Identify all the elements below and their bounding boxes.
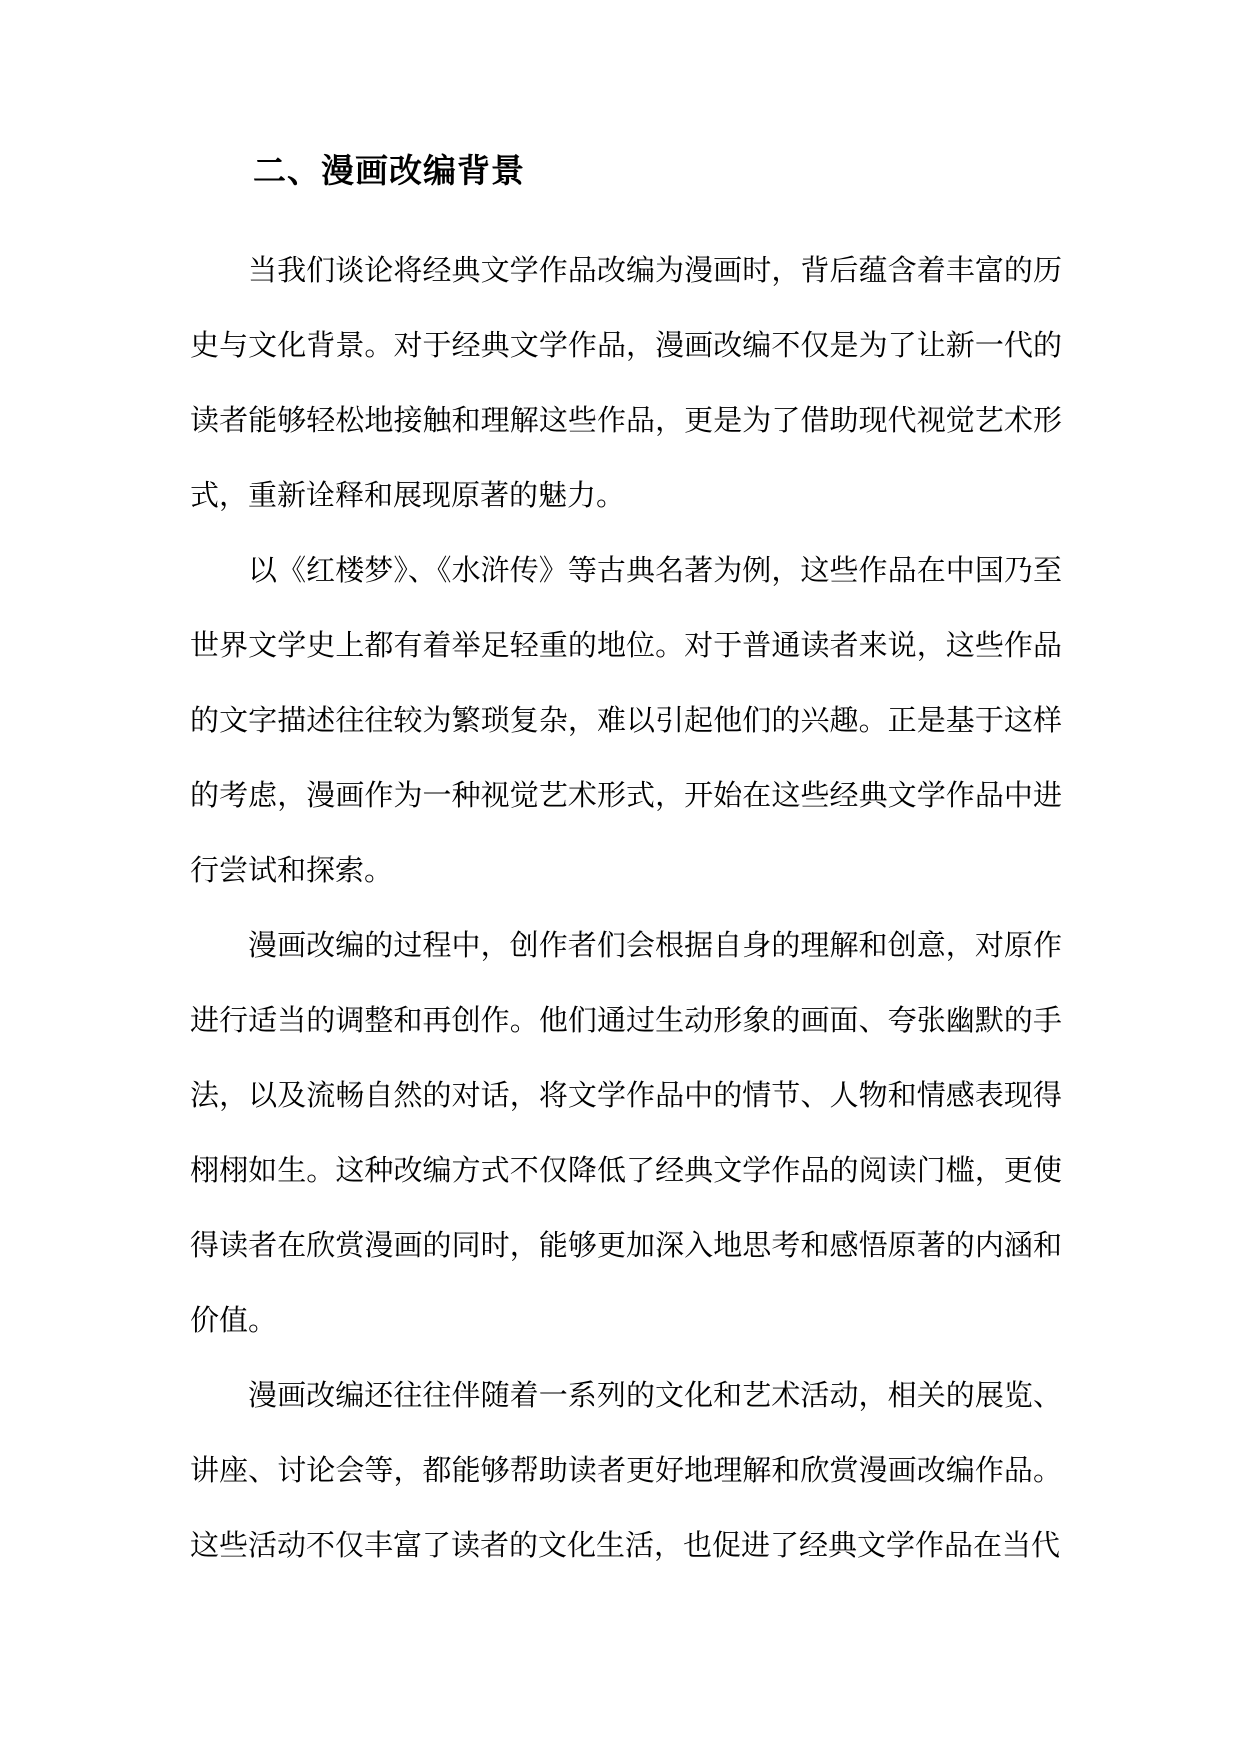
paragraph-3: 漫画改编的过程中，创作者们会根据自身的理解和创意，对原作进行适当的调整和再创作。他们通过生动形象的画面、夸张幽默的手法，以及流畅自然的对话，将文学作品中的情节、人物和情感表现得栩栩如生。这种改编方式不仅降低了经典文学作品的阅读门槛，更使得读者在欣赏漫画的同时，能够更加深入地思考和感悟原著的内涵和价值。 bbox=[190, 928, 1062, 1337]
paragraph-1: 当我们谈论将经典文学作品改编为漫画时，背后蕴含着丰富的历史与文化背景。对于经典文学作品，漫画改编不仅是为了让新一代的读者能够轻松地接触和理解这些作品，更是为了借助现代视觉艺术形式，重新诠释和展现原著的魅力。 bbox=[190, 253, 1062, 512]
document-body bbox=[190, 142, 1062, 1583]
paragraph-4: 漫画改编还往往伴随着一系列的文化和艺术活动，相关的展览、讲座、讨论会等，都能够帮助读者更好地理解和欣赏漫画改编作品。这些活动不仅丰富了读者的文化生活，也促进了经典文学作品在当代 bbox=[190, 1378, 1062, 1562]
paragraph-2: 以《红楼梦》、《水浒传》等古典名著为例，这些作品在中国乃至世界文学史上都有着举足轻重的地位。对于普通读者来说，这些作品的文字描述往往较为繁琐复杂，难以引起他们的兴趣。正是基于这样的考虑，漫画作为一种视觉艺术形式，开始在这些经典文学作品中进行尝试和探索。 bbox=[190, 553, 1062, 887]
section-heading: 二、漫画改编背景 bbox=[253, 151, 525, 190]
